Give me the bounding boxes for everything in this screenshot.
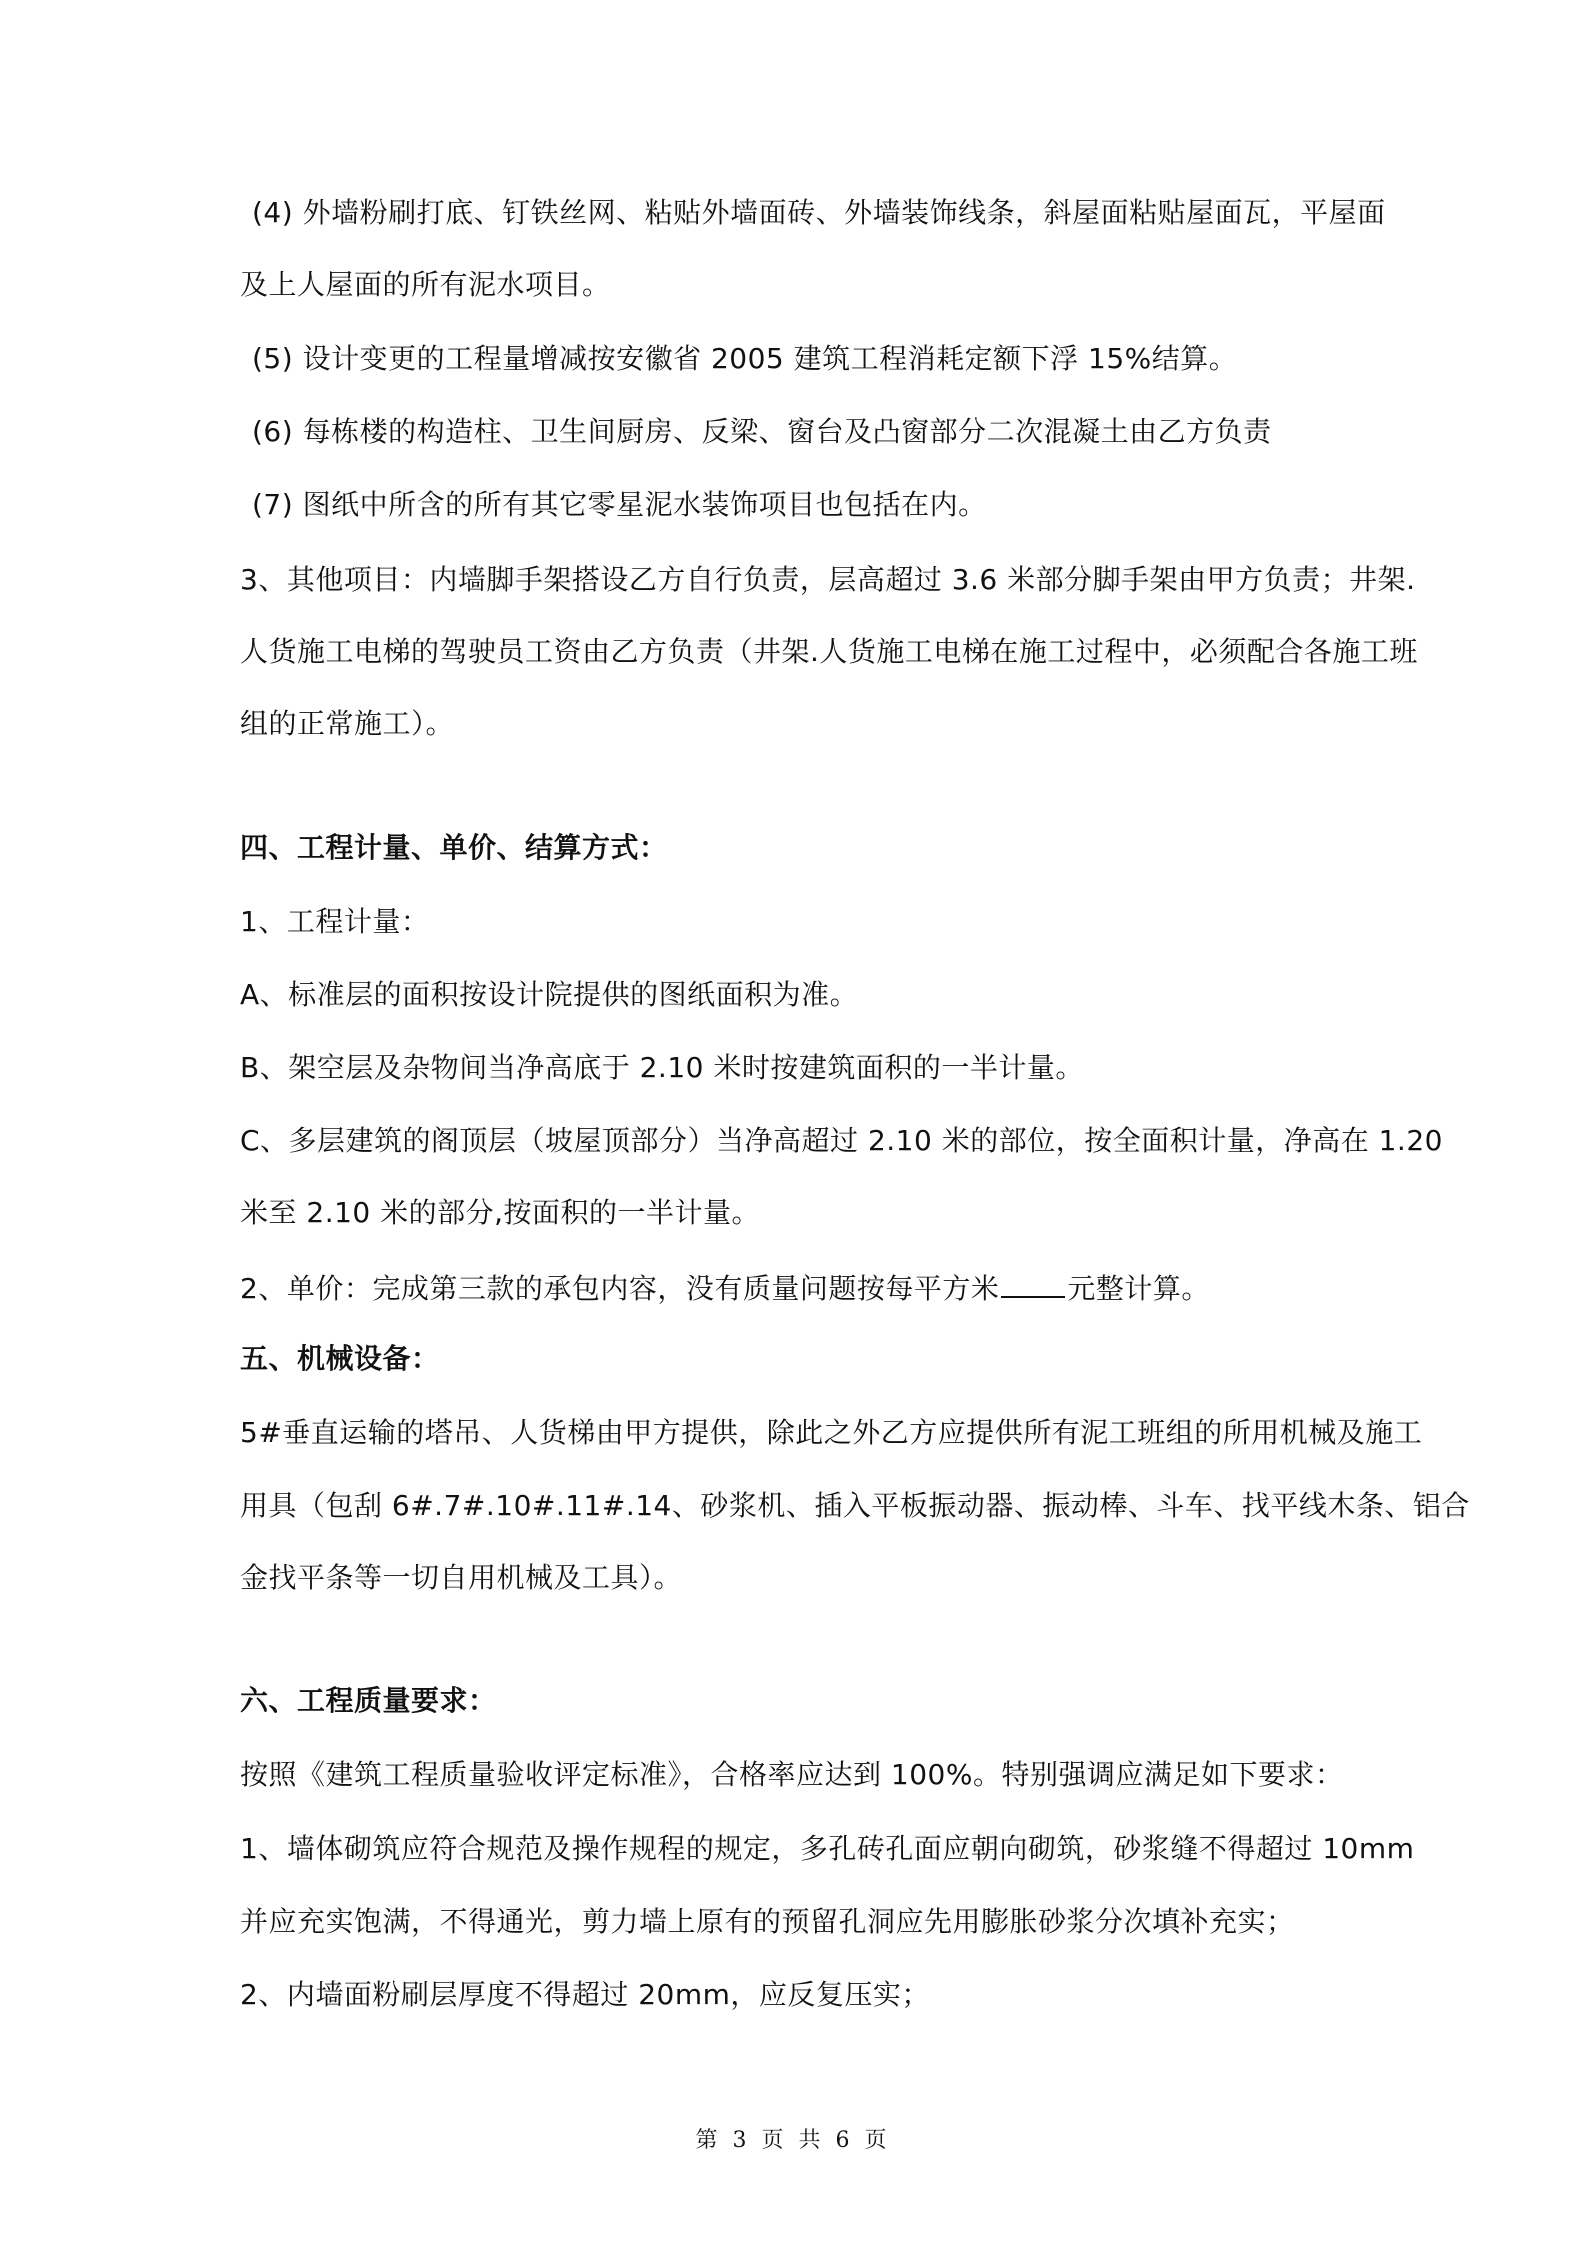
quality-item-1-line-1: 1、墙体砌筑应符合规范及操作规程的规定，多孔砖孔面应朝向砌筑，砂浆缝不得超过 10mm (240, 1832, 1415, 1865)
unit-price-line (240, 1266, 1210, 1309)
other-items-line-3: 组的正常施工）。 (240, 707, 455, 740)
clause-6: (6) 每栋楼的构造柱、卫生间厨房、反梁、窗台及凸窗部分二次混凝土由乙方负责 (252, 415, 1272, 448)
unit-price-blank (1001, 1266, 1065, 1298)
clause-5: (5) 设计变更的工程量增减按安徽省 2005 建筑工程消耗定额下浮 15%结算。 (252, 342, 1238, 375)
clause-4-line-1: (4) 外墙粉刷打底、钉铁丝网、粘贴外墙面砖、外墙装饰线条，斜屋面粘贴屋面瓦，平屋面 (252, 196, 1386, 229)
measurement-item-a: A、标准层的面积按设计院提供的图纸面积为准。 (240, 978, 859, 1011)
measurement-item-b: B、架空层及杂物间当净高底于 2.10 米时按建筑面积的一半计量。 (240, 1051, 1084, 1084)
section-heading-6: 六、工程质量要求： (240, 1684, 497, 1717)
measurement-heading: 1、工程计量： (240, 905, 430, 938)
measurement-item-c-line-2: 米至 2.10 米的部分,按面积的一半计量。 (240, 1196, 761, 1229)
clause-7: (7) 图纸中所含的所有其它零星泥水装饰项目也包括在内。 (252, 488, 987, 521)
measurement-item-c-line-1: C、多层建筑的阁顶层（坡屋顶部分）当净高超过 2.10 米的部位，按全面积计量，净高在 1.20 (240, 1124, 1443, 1157)
unit-price-text: 2、单价：完成第三款的承包内容，没有质量问题按每平方米 (240, 1272, 1000, 1305)
quality-item-1-line-2: 并应充实饱满，不得通光，剪力墙上原有的预留孔洞应先用膨胀砂浆分次填补充实； (240, 1905, 1295, 1938)
other-items-line-1: 3、其他项目：内墙脚手架搭设乙方自行负责，层高超过 3.6 米部分脚手架由甲方负责；井架. (240, 563, 1416, 596)
machinery-line-1: 5#垂直运输的塔吊、人货梯由甲方提供，除此之外乙方应提供所有泥工班组的所用机械及施工 (240, 1416, 1423, 1449)
quality-intro: 按照《建筑工程质量验收评定标准》，合格率应达到 100%。特别强调应满足如下要求： (240, 1758, 1344, 1791)
section-heading-5: 五、机械设备： (240, 1342, 440, 1375)
machinery-line-2: 用具（包刮 6#.7#.10#.11#.14、砂浆机、插入平板振动器、振动棒、斗车、找平线木条、铝合 (240, 1489, 1470, 1522)
other-items-line-2: 人货施工电梯的驾驶员工资由乙方负责（井架.人货施工电梯在施工过程中，必须配合各施工班 (240, 635, 1418, 668)
page-footer: 第 3 页 共 6 页 (695, 2128, 891, 2153)
machinery-line-3: 金找平条等一切自用机械及工具）。 (240, 1561, 683, 1594)
section-heading-4: 四、工程计量、单价、结算方式： (240, 831, 668, 864)
clause-4-line-2: 及上人屋面的所有泥水项目。 (240, 268, 611, 301)
unit-price-suffix: 元整计算。 (1067, 1272, 1210, 1305)
quality-item-2: 2、内墙面粉刷层厚度不得超过 20mm，应反复压实； (240, 1978, 930, 2011)
